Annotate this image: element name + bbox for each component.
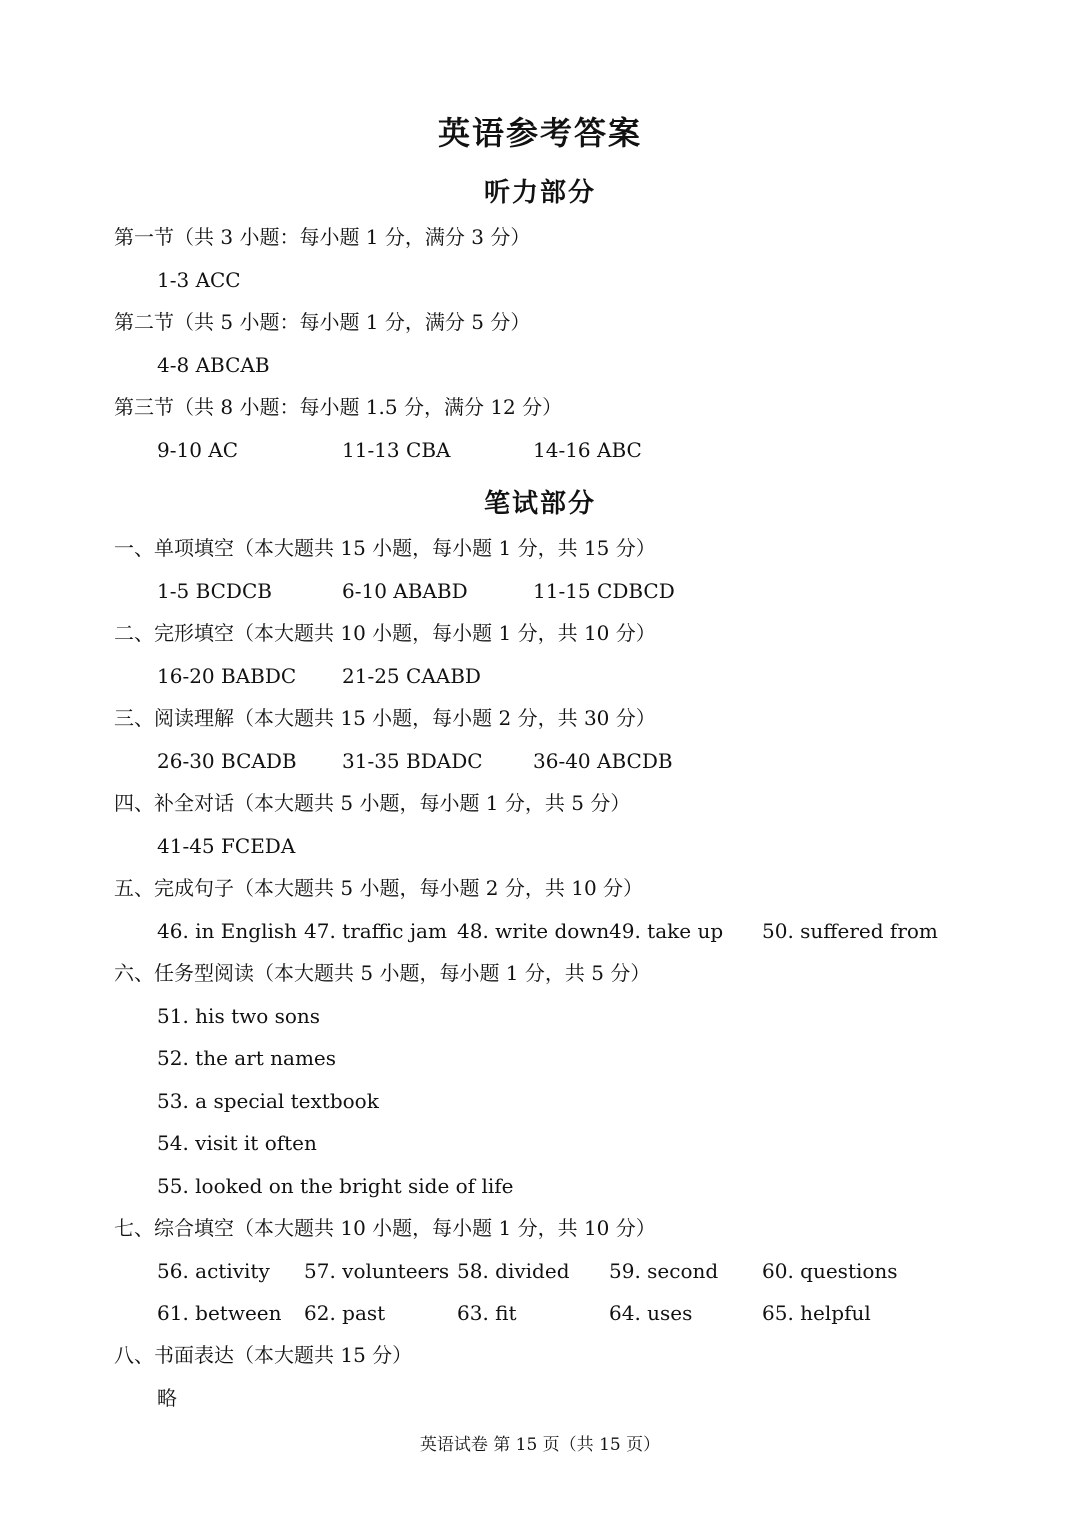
- answer-item: 62. past: [304, 1301, 386, 1325]
- answer-group: 31-35 BDADC: [342, 749, 483, 773]
- answer-item: 54. visit it often: [157, 1131, 317, 1155]
- answer-group: 26-30 BCADB: [157, 749, 297, 773]
- answer-item: 55. looked on the bright side of life: [157, 1174, 514, 1198]
- written-heading: 笔试部分: [483, 489, 596, 519]
- answer-item: 49. take up: [609, 919, 724, 943]
- written-section-4-header: 四、补全对话（本大题共 5 小题，每小题 1 分，共 5 分）: [114, 791, 631, 815]
- answer-group: 11-13 CBA: [342, 438, 451, 462]
- answer-group: 14-16 ABC: [533, 438, 642, 462]
- answer-item: 47. traffic jam: [304, 919, 447, 943]
- listening-section-3-header: 第三节（共 8 小题：每小题 1.5 分，满分 12 分）: [114, 395, 563, 419]
- answer-item: 65. helpful: [762, 1301, 871, 1325]
- answer-group: 21-25 CAABD: [342, 664, 481, 688]
- answer-item: 51. his two sons: [157, 1004, 321, 1028]
- answer-item: 64. uses: [609, 1301, 693, 1325]
- written-section-6-header: 六、任务型阅读（本大题共 5 小题，每小题 1 分，共 5 分）: [114, 961, 651, 985]
- answer-group: 36-40 ABCDB: [533, 749, 673, 773]
- answer-item: 46. in English: [157, 919, 298, 943]
- listening-section-2-header: 第二节（共 5 小题：每小题 1 分，满分 5 分）: [114, 310, 531, 334]
- answer-item: 50. suffered from: [762, 919, 938, 943]
- written-section-3-header: 三、阅读理解（本大题共 15 小题，每小题 2 分，共 30 分）: [114, 706, 656, 730]
- answer-group: 9-10 AC: [157, 438, 239, 462]
- answer-item: 52. the art names: [157, 1046, 337, 1070]
- answer-item: 59. second: [609, 1259, 719, 1283]
- answer-item: 48. write down: [457, 919, 610, 943]
- answer-group: 1-5 BCDCB: [157, 579, 272, 603]
- written-section-5-header: 五、完成句子（本大题共 5 小题，每小题 2 分，共 10 分）: [114, 876, 644, 900]
- written-section-1-header: 一、单项填空（本大题共 15 小题，每小题 1 分，共 15 分）: [114, 536, 656, 560]
- answer-group: 1-3 ACC: [157, 268, 241, 292]
- listening-section-1-header: 第一节（共 3 小题：每小题 1 分，满分 3 分）: [114, 225, 531, 249]
- listening-heading: 听力部分: [483, 178, 596, 208]
- answer-group: 6-10 ABABD: [342, 579, 468, 603]
- answer-group: 16-20 BABDC: [157, 664, 297, 688]
- answer-item: 57. volunteers: [304, 1259, 450, 1283]
- answer-item: 56. activity: [157, 1259, 270, 1283]
- answer-item: 61. between: [157, 1301, 282, 1325]
- answer-item: 略: [157, 1386, 177, 1410]
- answer-item: 60. questions: [762, 1259, 898, 1283]
- page-title: 英语参考答案: [437, 114, 642, 152]
- answer-group: 4-8 ABCAB: [157, 353, 270, 377]
- answer-item: 53. a special textbook: [157, 1089, 379, 1113]
- written-section-2-header: 二、完形填空（本大题共 10 小题，每小题 1 分，共 10 分）: [114, 621, 656, 645]
- answer-item: 58. divided: [457, 1259, 570, 1283]
- answer-item: 63. fit: [457, 1301, 517, 1325]
- written-section-8-header: 八、书面表达（本大题共 15 分）: [114, 1343, 413, 1367]
- page-footer: 英语试卷 第 15 页（共 15 页）: [419, 1435, 661, 1455]
- answer-group: 41-45 FCEDA: [157, 834, 296, 858]
- written-section-7-header: 七、综合填空（本大题共 10 小题，每小题 1 分，共 10 分）: [114, 1216, 656, 1240]
- answer-group: 11-15 CDBCD: [533, 579, 675, 603]
